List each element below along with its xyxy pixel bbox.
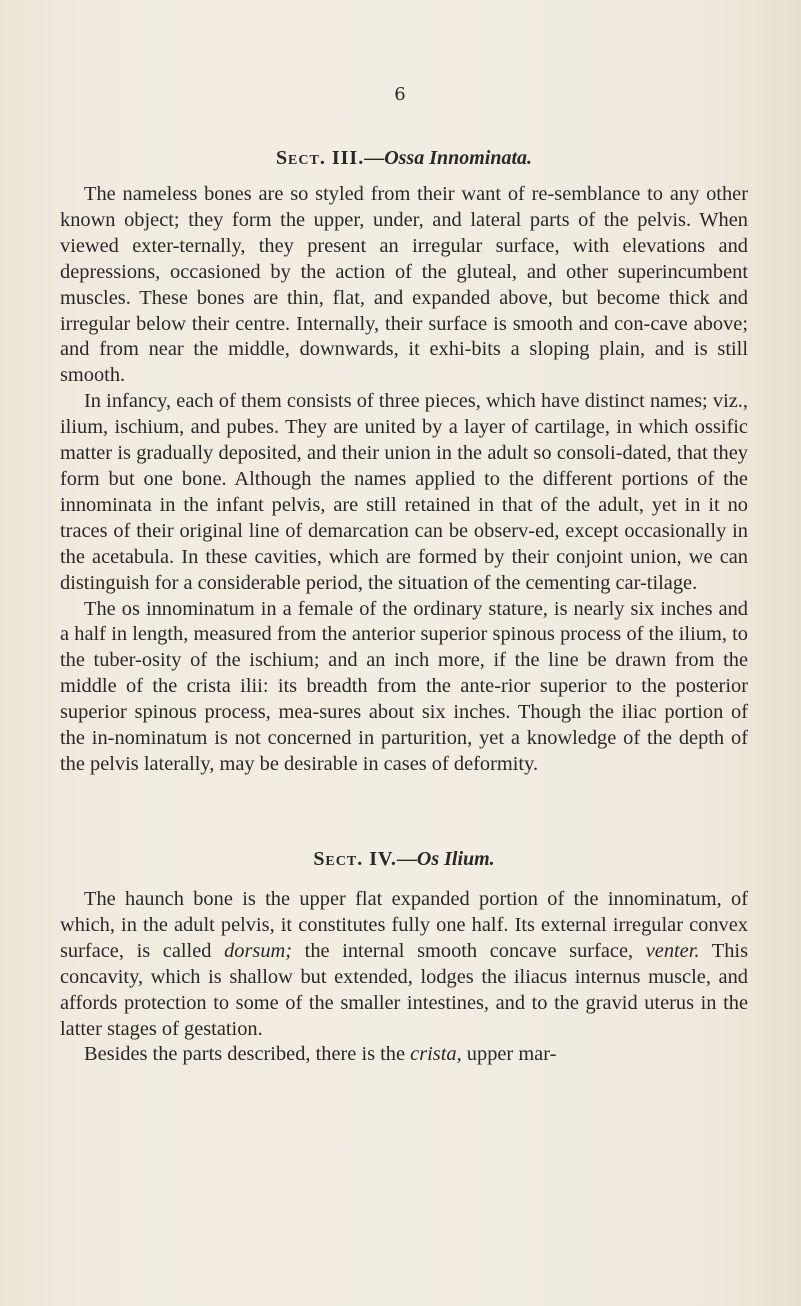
term-venter: venter. <box>645 939 700 962</box>
section-title: Ossa Innominata. <box>384 147 533 169</box>
section-label: Sect. IV. <box>313 848 397 870</box>
term-crista: crista, <box>410 1043 462 1066</box>
paragraph: Besides the parts described, there is the crista, upper mar- <box>84 1043 557 1066</box>
paragraph: The nameless bones are so styled from their want of re-semblance to any other known object; they form the upper, under, and lateral parts of the pelvis. When viewed exter-ternally, they present an irregular surface, with elevations and depressions, occasioned by the action of the gluteal, and other superincumbent muscles. These bones are thin, flat, and expanded above, but become thick and irregular below their centre. Internally, their surface is smooth and con-cave above; and from near the middle, downwards, it exhi-bits a sloping plain, and is still smooth. <box>60 183 748 387</box>
section-label: Sect. III. <box>275 147 365 169</box>
page-number: 6 <box>394 84 407 105</box>
paragraph: In infancy, each of them consists of three pieces, which have distinct names; viz., ilium, ischium, and pubes. They are united by a layer of cartilage, in which ossific matter is gradually deposited, and their union in the adult so consoli-dated, that they form but one bone. Although the names applied to the different portions of the innominata in the infant pelvis, are still retained in that of the adult, yet in it no traces of their original line of demarcation can be observ-ed, except occasionally in the acetabula. In these cavities, which are formed by their conjoint union, we can distinguish for a considerable period, the situation of the cementing car-tilage. <box>60 390 748 594</box>
section-title: Os Ilium. <box>416 848 495 870</box>
section-heading: Sect. III.—Ossa Innominata. <box>275 147 533 169</box>
section-iv <box>60 845 748 1068</box>
paragraph: The haunch bone is the upper flat expanded portion of the innominatum, of which, in the adult pelvis, it constitutes fully one half. Its external irregular convex surface, is called dorsum; the internal smooth concave surface, venter. This concavity, which is shallow but extended, lodges the iliacus internus muscle, and affords protection to some of the smaller intestines, and to the gravid uterus in the latter stages of gestation. <box>60 888 749 1040</box>
section-heading: Sect. IV.—Os Ilium. <box>313 848 495 870</box>
section-iii <box>60 88 748 778</box>
paragraph: The os innominatum in a female of the ordinary stature, is nearly six inches and a half in length, measured from the anterior superior spinous process of the ilium, to the tuber-osity of the ischium; and an inch more, if the line be drawn from the middle of the crista ilii: its breadth from the ante-rior superior to the posterior superior spinous process, mea-sures about six inches. Though the iliac portion of the in-nominatum is not concerned in parturition, yet a knowledge of the depth of the pelvis laterally, may be desirable in cases of deformity. <box>60 597 748 775</box>
term-dorsum: dorsum; <box>224 939 293 962</box>
